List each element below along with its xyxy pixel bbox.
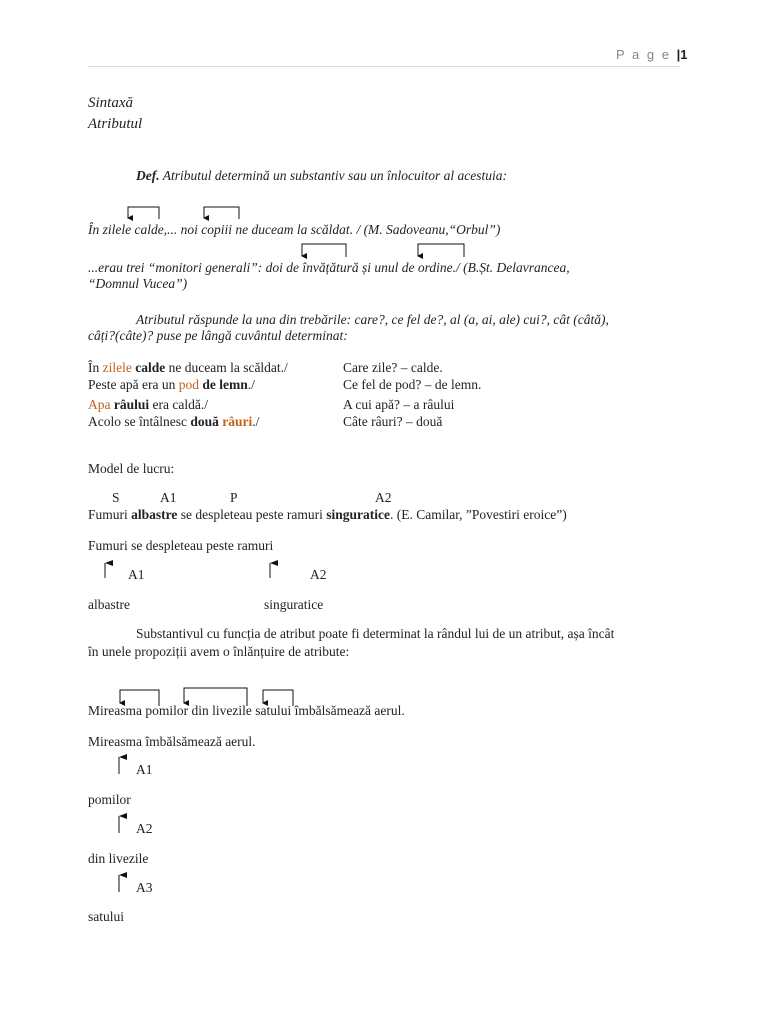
definition-label: Def. — [136, 168, 160, 183]
model-w5: . (E. Camilar, ”Povestiri eroice”) — [389, 507, 567, 522]
chain-w2: din livezile — [88, 851, 149, 866]
model-heading: Model de lucru: — [88, 461, 175, 476]
row1-post: ne duceam la scăldat./ — [165, 360, 288, 375]
page-number: 1 — [680, 47, 688, 62]
label-a1: A1 — [160, 490, 177, 505]
row2-attr: de lemn — [202, 377, 248, 392]
questions-line1: Atributul răspunde la una din trebările: care?, ce fel de?, al (a, ai, ale) cui?, cât (câtă), — [136, 312, 609, 327]
table-row-4-right: Câte râuri? – două — [343, 414, 443, 429]
row3-attr: râului — [113, 397, 150, 412]
chain-w3: satului — [88, 909, 124, 924]
model-a1: A1 — [128, 567, 145, 582]
paragraph-line1: Substantivul cu funcția de atribut poate fi determinat la rândul lui de un atribut, așa încât — [136, 626, 615, 641]
label-a2: A2 — [375, 490, 392, 505]
chain-a1: A1 — [136, 762, 153, 777]
row4-attr: două — [190, 414, 219, 429]
model-w2: albastre — [131, 507, 178, 522]
chain-base: Mireasma îmbălsămează aerul. — [88, 734, 256, 749]
example1: În zilele calde,... noi copiii ne duceam la scăldat. / (M. Sadoveanu,“Orbul”) — [88, 222, 501, 237]
topic-title: Atributul — [88, 116, 143, 132]
example2-arrows — [302, 244, 464, 257]
table-row-1-left — [88, 360, 288, 376]
model-w4: singuratice — [326, 507, 390, 522]
table-row-1-right: Care zile? – calde. — [343, 360, 443, 375]
model-word-a2: singuratice — [264, 597, 324, 612]
example2-line1: ...erau trei “monitori generali”: doi de învățătură și unul de ordine./ (B.Șt. Delavrancea, — [88, 260, 570, 275]
model-w3: se despleteau peste ramuri — [177, 507, 327, 522]
row4-post: ./ — [252, 414, 260, 429]
table-row-4-left — [88, 414, 259, 430]
row4-pre: Acolo se întâlnesc — [88, 414, 191, 429]
definition-text: Atributul determină un substantiv sau un înlocuitor al acestuia: — [159, 168, 507, 183]
row1-pre: În — [88, 360, 103, 375]
row1-attr: calde — [135, 360, 166, 375]
page-separator: | — [676, 47, 681, 62]
table-row-3-left — [88, 397, 208, 413]
label-p: P — [230, 490, 238, 505]
table-row-2-left — [88, 377, 255, 393]
example1-arrows — [128, 207, 239, 219]
row4-noun: râuri — [222, 414, 253, 429]
row3-noun: Apa — [88, 397, 111, 412]
model-a2: A2 — [310, 567, 327, 582]
model-w1: Fumuri — [88, 507, 132, 522]
row2-pre: Peste apă era un — [88, 377, 179, 392]
subject-title: Sintaxă — [88, 95, 133, 111]
example2-line2: “Domnul Vucea”) — [88, 276, 188, 291]
page-word: P a g e — [616, 47, 671, 62]
questions-line2: câți?(câte)? puse pe lângă cuvântul determinat: — [88, 328, 348, 343]
row1-noun: zilele — [102, 360, 132, 375]
model-base: Fumuri se despleteau peste ramuri — [88, 538, 274, 553]
chain-sentence: Mireasma pomilor din livezile satului îmbălsămează aerul. — [88, 703, 405, 718]
chain-w1: pomilor — [88, 792, 131, 807]
row2-post: ./ — [247, 377, 255, 392]
row3-post: era caldă./ — [149, 397, 208, 412]
model-word-a1: albastre — [88, 597, 130, 612]
chain-a3: A3 — [136, 880, 153, 895]
table-row-2-right: Ce fel de pod? – de lemn. — [343, 377, 482, 392]
chain-a2: A2 — [136, 821, 153, 836]
row2-noun: pod — [178, 377, 199, 392]
model-sentence — [88, 507, 567, 523]
paragraph-line2: în unele propoziții avem o înlănțuire de atribute: — [88, 644, 350, 659]
label-s: S — [112, 490, 120, 505]
table-row-3-right: A cui apă? – a râului — [343, 397, 455, 412]
